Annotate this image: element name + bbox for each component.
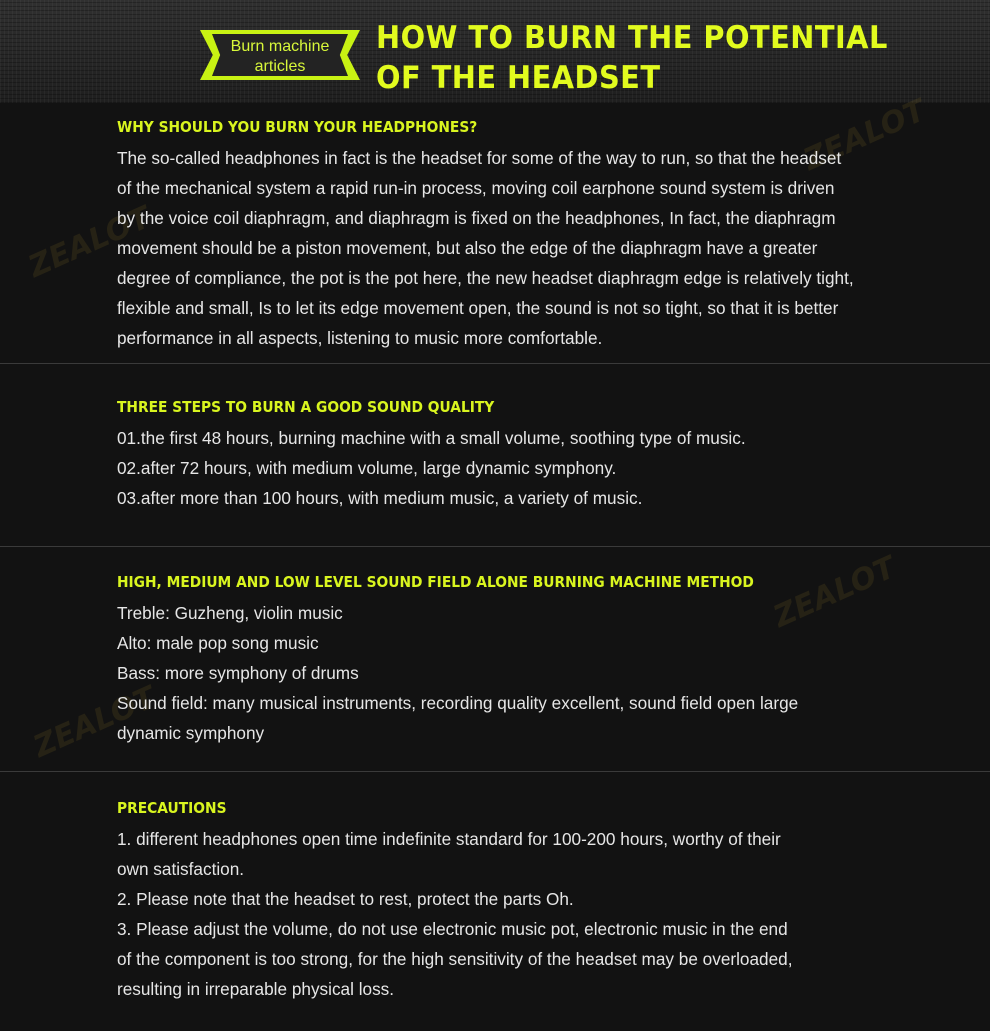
watermark-logo: ZEALOT (798, 93, 932, 178)
badge-label (212, 37, 348, 77)
body-line: The so-called headphones in fact is the headset for some of the way to run, so that the headset (117, 148, 842, 168)
body-line: Bass: more symphony of drums (117, 663, 359, 683)
body-line: 02.after 72 hours, with medium volume, large dynamic symphony. (117, 458, 617, 478)
section-divider (0, 363, 990, 364)
section-divider (0, 771, 990, 772)
body-line: performance in all aspects, listening to music more comfortable. (117, 328, 603, 348)
body-line: of the mechanical system a rapid run-in process, moving coil earphone sound system is driven (117, 178, 835, 198)
badge-line-1: Burn machine (230, 38, 330, 55)
section-body-three-steps (117, 423, 947, 513)
page-title-line-1: HOW TO BURN THE POTENTIAL (376, 20, 888, 56)
section-divider (0, 546, 990, 547)
section-heading-why-burn: WHY SHOULD YOU BURN YOUR HEADPHONES? (117, 118, 478, 136)
body-line: Sound field: many musical instruments, recording quality excellent, sound field open large (117, 693, 799, 713)
body-line: 03.after more than 100 hours, with medium music, a variety of music. (117, 488, 643, 508)
body-line: of the component is too strong, for the high sensitivity of the headset may be overloaded, (117, 949, 793, 969)
watermark-logo: ZEALOT (768, 550, 902, 635)
section-heading-three-steps: THREE STEPS TO BURN A GOOD SOUND QUALITY (117, 398, 495, 416)
body-line: degree of compliance, the pot is the pot here, the new headset diaphragm edge is relatively tight, (117, 268, 854, 288)
watermark-logo: ZEALOT (23, 200, 157, 285)
section-body-sound-field (117, 598, 947, 748)
section-heading-sound-field: HIGH, MEDIUM AND LOW LEVEL SOUND FIELD ALONE BURNING MACHINE METHOD (117, 573, 754, 591)
body-line: own satisfaction. (117, 859, 245, 879)
body-line: dynamic symphony (117, 723, 265, 743)
body-line: by the voice coil diaphragm, and diaphragm is fixed on the headphones, In fact, the diaphragm (117, 208, 836, 228)
body-line: resulting in irreparable physical loss. (117, 979, 395, 999)
body-line: movement should be a piston movement, but also the edge of the diaphragm have a greater (117, 238, 818, 258)
watermark-logo: ZEALOT (28, 680, 162, 765)
section-body-precautions (117, 824, 947, 1004)
body-line: 1. different headphones open time indefinite standard for 100-200 hours, worthy of their (117, 829, 781, 849)
section-body-why-burn (117, 143, 947, 353)
body-line: 3. Please adjust the volume, do not use electronic music pot, electronic music in the end (117, 919, 788, 939)
section-heading-precautions: PRECAUTIONS (117, 799, 227, 817)
page-title (376, 18, 934, 98)
page-title-line-2: OF THE HEADSET (376, 60, 661, 96)
body-line: Treble: Guzheng, violin music (117, 603, 343, 623)
badge-line-2: articles (254, 58, 306, 75)
body-line: 01.the first 48 hours, burning machine with a small volume, soothing type of music. (117, 428, 746, 448)
body-line: 2. Please note that the headset to rest, protect the parts Oh. (117, 889, 574, 909)
body-line: Alto: male pop song music (117, 633, 319, 653)
body-line: flexible and small, Is to let its edge movement open, the sound is not so tight, so that it is better (117, 298, 839, 318)
